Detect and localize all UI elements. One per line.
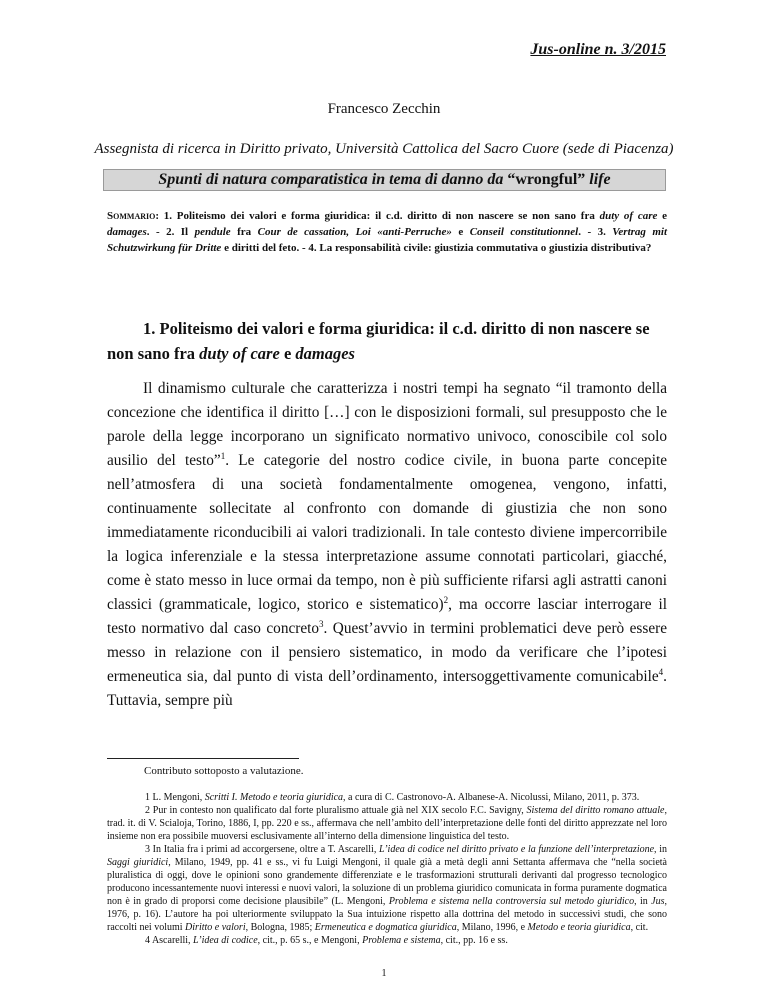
section-heading xyxy=(107,316,667,366)
author-affiliation: Assegnista di ricerca in Diritto privato, Università Cattolica del Sacro Cuore (sede di Piacenza) xyxy=(94,141,674,157)
summary-text: . - 2. Il xyxy=(146,226,189,238)
body-text: , ma occorre lasciar interrogare il testo normativo dal caso concreto xyxy=(107,596,668,637)
body-text: . Tuttavia, sempre più xyxy=(107,668,667,709)
heading-text: e xyxy=(283,344,292,363)
summary-lead: Sommario: xyxy=(107,210,159,222)
summary-text: e xyxy=(458,226,464,238)
summary-text: . - 3. xyxy=(578,226,606,238)
footnote-1: 1 L. Mengoni, Scritti I. Metodo e teoria giuridica, a cura di C. Castronovo-A. Albanese-A. Nicolussi, Milano, 2011, p. 373. xyxy=(145,792,640,803)
heading-italic: damages xyxy=(295,344,355,363)
summary-text: 1. Politeismo dei valori e forma giuridica: il c.d. diritto di non nascere se non sano fra xyxy=(163,210,595,222)
footnote-4: 4 Ascarelli, L’idea di codice, cit., p. 65 s., e Mengoni, Problema e sistema, cit., pp. 16 e ss. xyxy=(145,935,508,946)
article-title xyxy=(104,171,665,189)
footnote-ref-2[interactable]: 2 xyxy=(443,594,449,605)
title-part3: life xyxy=(589,171,611,188)
footnote-2: 2 Pur in contesto non qualificato dal forte pluralismo attuale già nel XIX secolo F.C. Savigny, Sistema del diritto romano attuale, trad. it. di V. Scialoja, Torino, 1886, I, pp. 220 e ss., affermava che nell’ambito dell’interpretazione delle fonti del diritto apprezzate nel loro insieme non era possibile muoversi esclusivamente all’interno della dimensione linguistica del testo. xyxy=(107,805,667,842)
summary-italic: Conseil constitutionnel xyxy=(469,226,579,238)
footnote-divider xyxy=(107,758,299,759)
footnote-ref-1[interactable]: 1 xyxy=(220,450,226,461)
summary-text: e diritti del feto. - 4. La responsabilità civile: giustizia commutativa o giustizia distributiva? xyxy=(224,242,652,254)
footnote-3: 3 In Italia fra i primi ad accorgersene, oltre a T. Ascarelli, L’idea di codice nel diritto privato e la funzione dell’interpretazione, in Saggi giuridici, Milano, 1949, pp. 41 e ss., vi fu Luigi Mengoni, il quale già a metà degli anni Settanta affermava che “nella società pluralistica di oggi, dove le opinioni sono grandemente differenziate e le trasformazioni strutturali derivanti dal progresso tecnologico producono incessantemente nuovi interessi e nuovi valori, la soluzione di un problema giuridico comunicata in forma puramente dogmatica non è in grado di proporsi come decisione plausibile” (L. Mengoni, Problema e sistema nella controversia sul metodo giuridico, in Jus, 1976, p. 16). L’autore ha poi ulteriormente sviluppato la Sua intuizione rispetto alla dottrina del metodo in successivi studi, che sono raccolti nei volumi Diritto e valori, Bologna, 1985; Ermeneutica e dogmatica giuridica, Milano, 1996, e Metodo e teoria giuridica, cit. xyxy=(107,844,668,933)
body-paragraph xyxy=(107,377,667,713)
footnotes xyxy=(107,791,667,947)
summary-italic: Vertrag mit Schutzwirkung für Dritte xyxy=(107,226,668,254)
summary-text: fra xyxy=(237,226,252,238)
summary-italic: pendule xyxy=(194,226,231,238)
heading-text: 1. Politeismo dei valori e forma giuridica: il c.d. diritto di non nascere se non sano fra xyxy=(107,319,650,363)
footnote-review-note: Contributo sottoposto a valutazione. xyxy=(144,765,304,777)
summary-italic: duty of care xyxy=(599,210,658,222)
body-text: Il dinamismo culturale che caratterizza i nostri tempi ha segnato “il tramonto della concezione che identifica il diritto […] con le disposizioni formali, sul presupposto che le parole della legge incorporano un significato normativo univoco, conoscibile col solo ausilio del testo” xyxy=(107,380,667,469)
heading-italic: duty of care xyxy=(199,344,280,363)
summary-italic: Cour de cassation, Loi «anti-Perruche» xyxy=(257,226,452,238)
footnote-ref-3[interactable]: 3 xyxy=(319,618,324,629)
body-text: . Le categorie del nostro codice civile, in buona parte concepite nell’atmosfera di una società fondamentalmente omogenea, vengono, infatti, continuamente sollecitate al confronto con domande di giustizia che non sono immediatamente riconducibili ai valori tradizionali. In tale contesto diviene impercorribile la logica inferenziale e la stessa interpretazione assume connotati particolari, giacché, come è stato messo in luce ormai da tempo, non è più sufficiente rifarsi agli astratti canoni classici (grammaticale, logico, storico e sistematico) xyxy=(107,452,667,613)
journal-header: Jus-online n. 3/2015 xyxy=(530,41,666,58)
title-part2: “wrongful” xyxy=(507,171,586,188)
author-name: Francesco Zecchin xyxy=(327,101,441,117)
page-number: 1 xyxy=(381,968,387,979)
summary xyxy=(107,208,667,256)
summary-italic: damages xyxy=(107,226,147,238)
summary-text: e xyxy=(662,210,668,222)
title-box xyxy=(103,169,666,191)
body-text: . Quest’avvio in termini problematici deve però essere messo in relazione con il pensiero sistematico, in modo da verificare che l’ipotesi ermeneutica sia, dal punto di vista dell’ordinamento, intersoggettivamente comunicabile xyxy=(107,620,668,685)
footnote-ref-4[interactable]: 4 xyxy=(658,666,664,677)
title-part1: Spunti di natura comparatistica in tema di danno da xyxy=(158,171,504,188)
